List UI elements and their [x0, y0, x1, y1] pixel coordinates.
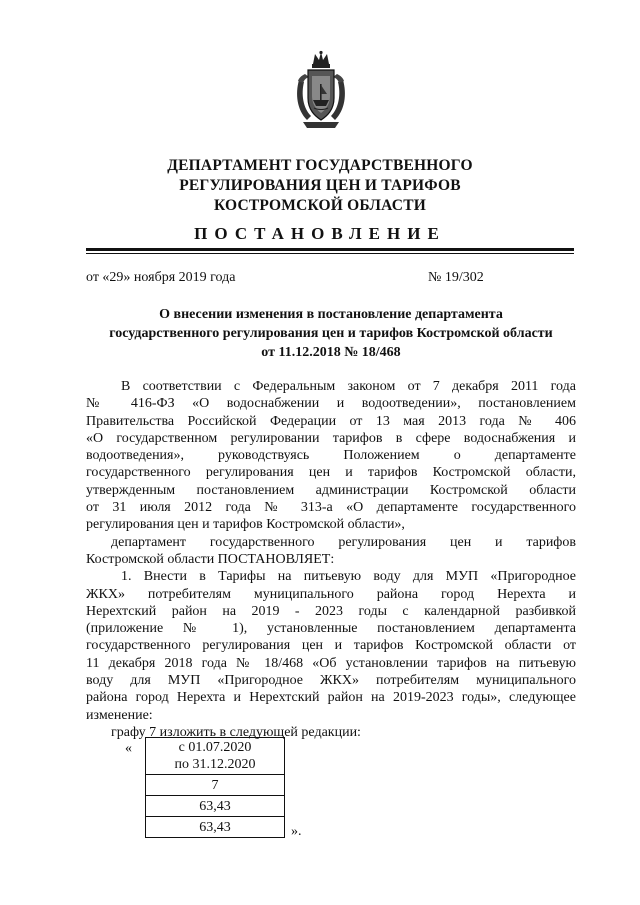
body-line: 11 декабря 2018 года № 18/468 «Об установлении тарифов на питьевую — [86, 655, 576, 671]
subject-line-1: О внесении изменения в постановление департамента — [159, 307, 503, 322]
period-cell — [146, 738, 285, 775]
body-line: утвержденным постановлением администрации Костромской области — [86, 482, 576, 498]
table-row — [146, 738, 285, 775]
tariff-value-cell: 63,43 — [146, 817, 285, 838]
body-line: графу 7 изложить в следующей редакции: — [111, 724, 361, 740]
body-line: водоотведения», руководствуясь Положением о департаменте — [86, 448, 576, 464]
org-line-2: РЕГУЛИРОВАНИЯ ЦЕН И ТАРИФОВ — [179, 177, 461, 194]
body-line: Нерехтский район на 2019 - 2023 годы с календарной разбивкой — [86, 603, 576, 619]
period-from: с 01.07.2020 — [178, 740, 252, 755]
rates-table — [145, 737, 285, 838]
body-line: В соответствии с Федеральным законом от 7 декабря 2011 года — [121, 379, 576, 394]
header-divider-thin — [86, 253, 574, 254]
table-quote-close: ». — [291, 824, 302, 839]
body-line: от 31 июля 2012 года № 313-а «О департаменте государственного — [86, 500, 576, 516]
document-subject — [86, 305, 576, 362]
body-line: района город Нерехта и Нерехтский район на 2019-2023 годы», следующее — [86, 690, 576, 706]
table-quote-open: « — [125, 741, 132, 756]
body-line: 1. Внести в Тарифы на питьевую воду для МУП «Пригородное — [121, 569, 576, 585]
body-line: Правительства Российской Федерации от 13 мая 2013 года № 406 — [86, 413, 576, 429]
table-row — [146, 796, 285, 817]
body-line: государственного регулирования цен и тарифов Костромской области от — [86, 638, 576, 654]
body-line: № 416-ФЗ «О водоснабжении и водоотведении», постановлением — [86, 396, 576, 412]
body-line: регулирования цен и тарифов Костромской области», — [86, 517, 405, 533]
body-line: ЖКХ» потребителям муниципального района город Нерехта и — [86, 586, 576, 602]
body-line: государственного регулирования цен и тарифов Костромской области, — [86, 465, 576, 481]
document-type-title: ПОСТАНОВЛЕНИЕ — [194, 224, 446, 243]
table-row — [146, 775, 285, 796]
body-line: (приложение № 1), установленные постановлением департамента — [86, 621, 576, 637]
body-line: Костромской области ПОСТАНОВЛЯЕТ: — [86, 551, 335, 567]
document-date: от «29» ноября 2019 года — [86, 270, 236, 285]
body-line: «О государственном регулировании тарифов в сфере водоснабжения и — [86, 430, 576, 446]
table-row — [146, 817, 285, 838]
body-line: департамент государственного регулирования цен и тарифов — [111, 534, 576, 550]
org-line-1: ДЕПАРТАМЕНТ ГОСУДАРСТВЕННОГО — [167, 157, 473, 174]
body-line: воду для МУП «Пригородное ЖКХ» потребителям муниципального — [86, 673, 576, 689]
column-number-cell: 7 — [146, 775, 285, 796]
org-line-3: КОСТРОМСКОЙ ОБЛАСТИ — [213, 197, 426, 214]
header-divider-thick — [86, 248, 574, 251]
subject-line-2: государственного регулирования цен и тарифов Костромской области — [109, 326, 553, 341]
kostroma-coat-of-arms-icon — [293, 50, 349, 132]
document-body — [86, 378, 576, 741]
document-number: № 19/302 — [428, 270, 484, 285]
issuing-organization — [90, 156, 550, 216]
period-to: по 31.12.2020 — [174, 757, 256, 772]
tariff-value-cell: 63,43 — [146, 796, 285, 817]
subject-line-3: от 11.12.2018 № 18/468 — [261, 345, 401, 360]
body-line: изменение: — [86, 707, 153, 723]
